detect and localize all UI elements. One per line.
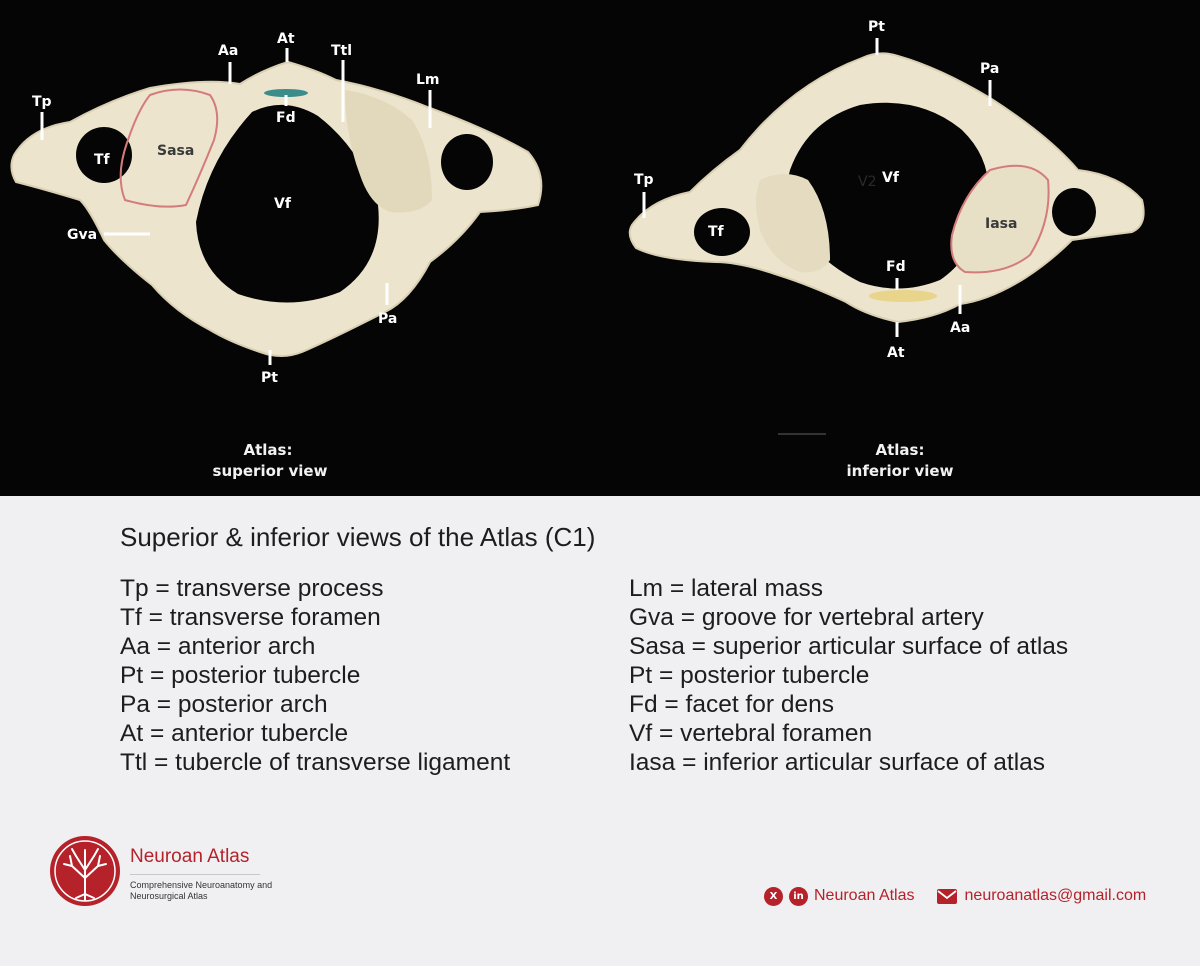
inferior-label-fd: Fd bbox=[886, 259, 906, 275]
superior-label-lm: Lm bbox=[416, 72, 440, 88]
superior-view bbox=[11, 31, 541, 480]
inferior-label-iasa: Iasa bbox=[985, 216, 1018, 232]
superior-label-ttl: Ttl bbox=[331, 43, 353, 59]
legend-item: Sasa = superior articular surface of atlas bbox=[629, 633, 1069, 660]
legend-item: Pa = posterior arch bbox=[120, 691, 328, 718]
legend-item: Pt = posterior tubercle bbox=[120, 662, 361, 689]
legend-item: Iasa = inferior articular surface of atlas bbox=[629, 749, 1046, 776]
brand-name: Neuroan Atlas bbox=[130, 846, 250, 867]
legend-item: Aa = anterior arch bbox=[120, 633, 316, 660]
inferior-label-vf: Vf bbox=[882, 170, 899, 186]
superior-right-transverse-foramen bbox=[441, 134, 493, 190]
brand-divider bbox=[130, 874, 260, 875]
inferior-label-v2: V2 bbox=[858, 174, 877, 190]
inferior-facet-for-dens bbox=[869, 290, 937, 302]
superior-label-tp: Tp bbox=[32, 94, 52, 110]
legend-item: Lm = lateral mass bbox=[629, 575, 824, 602]
superior-label-pt: Pt bbox=[261, 370, 278, 386]
inferior-label-aa: Aa bbox=[950, 320, 971, 336]
superior-label-fd: Fd bbox=[276, 110, 296, 126]
brand-tagline: Comprehensive Neuroanatomy and Neurosurgical Atlas bbox=[130, 880, 273, 901]
x-logo-icon[interactable]: X bbox=[764, 887, 783, 906]
inferior-label-pa: Pa bbox=[980, 61, 1000, 77]
superior-label-at: At bbox=[277, 31, 295, 47]
social-handle[interactable]: Neuroan Atlas bbox=[814, 887, 915, 904]
caption-title: Superior & inferior views of the Atlas (C1) bbox=[120, 522, 596, 552]
legend-item: Fd = facet for dens bbox=[629, 691, 834, 718]
inferior-label-at: At bbox=[887, 345, 905, 361]
email-group[interactable] bbox=[937, 887, 1147, 905]
superior-label-aa: Aa bbox=[218, 43, 239, 59]
superior-caption-line1: Atlas: bbox=[243, 441, 293, 459]
inferior-right-transverse-foramen bbox=[1052, 188, 1096, 236]
linkedin-logo-icon[interactable]: in bbox=[789, 887, 808, 906]
superior-label-gva: Gva bbox=[67, 227, 98, 243]
superior-label-vf: Vf bbox=[274, 196, 291, 212]
legend-item: Pt = posterior tubercle bbox=[629, 662, 870, 689]
legend-item: Tp = transverse process bbox=[120, 575, 384, 602]
inferior-label-tf: Tf bbox=[708, 224, 724, 240]
legend-item: Ttl = tubercle of transverse ligament bbox=[120, 749, 511, 776]
legend-item: Gva = groove for vertebral artery bbox=[629, 604, 984, 631]
envelope-icon bbox=[937, 889, 957, 904]
superior-label-tf: Tf bbox=[94, 152, 110, 168]
superior-caption-line2: superior view bbox=[212, 462, 328, 480]
inferior-label-tp: Tp bbox=[634, 172, 654, 188]
legend-right-column bbox=[629, 574, 1068, 777]
superior-label-pa: Pa bbox=[378, 311, 398, 327]
inferior-label-pt: Pt bbox=[868, 19, 885, 35]
superior-label-sasa: Sasa bbox=[157, 143, 195, 159]
footer-contacts bbox=[764, 884, 1184, 908]
inferior-view bbox=[630, 19, 1144, 480]
brand-block bbox=[48, 834, 308, 910]
legend-item: Vf = vertebral foramen bbox=[629, 720, 873, 747]
legend-item: Tf = transverse foramen bbox=[120, 604, 381, 631]
email-address[interactable]: neuroanatlas@gmail.com bbox=[964, 887, 1147, 904]
inferior-caption-line2: inferior view bbox=[846, 462, 954, 480]
legend-left-column bbox=[120, 574, 510, 777]
tree-logo-icon bbox=[48, 834, 122, 908]
inferior-caption-line1: Atlas: bbox=[875, 441, 925, 459]
legend-item: At = anterior tubercle bbox=[120, 720, 349, 747]
